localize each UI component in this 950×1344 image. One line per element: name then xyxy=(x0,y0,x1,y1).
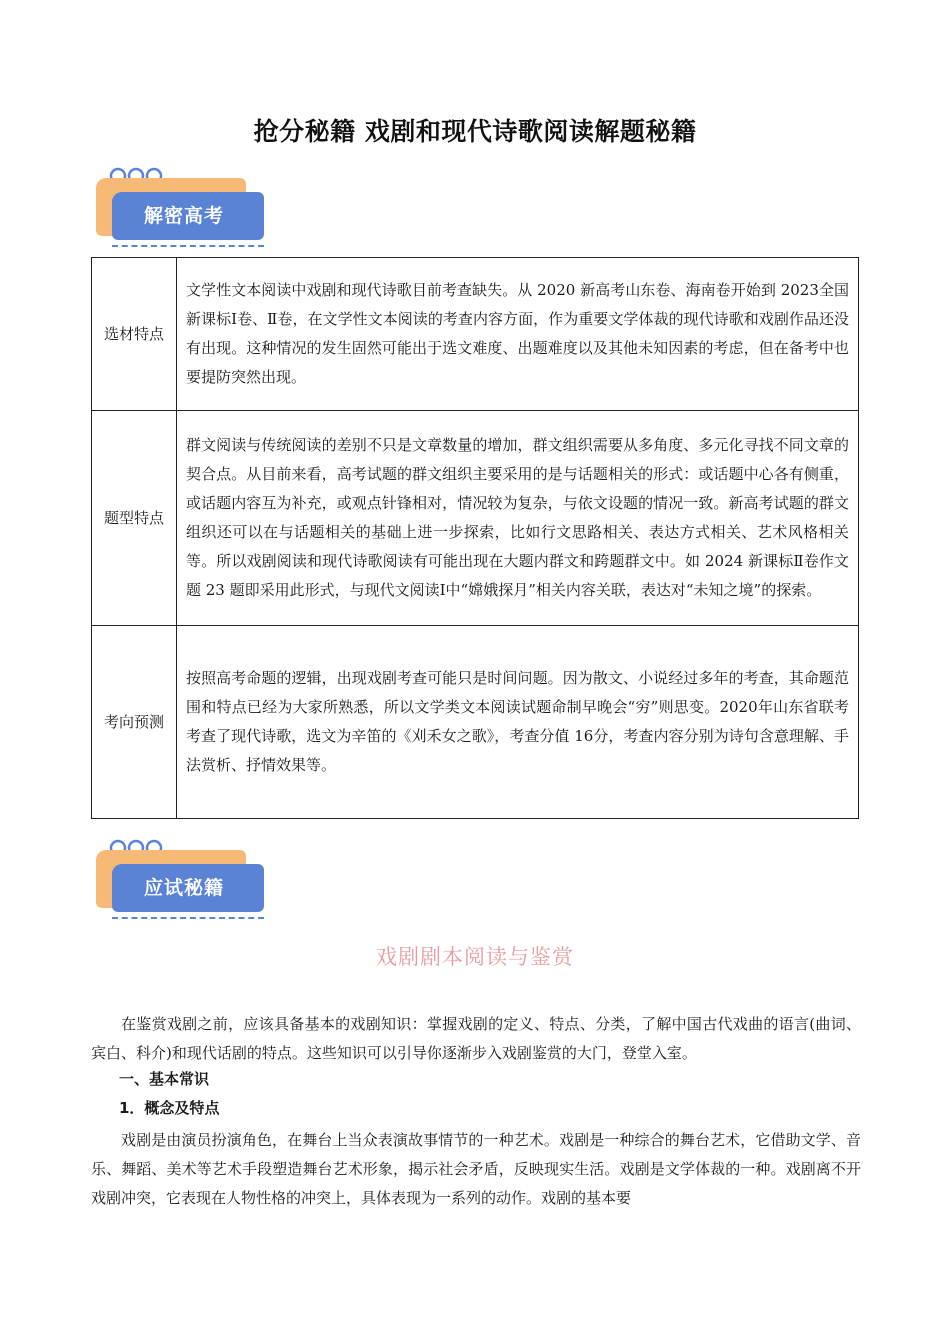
heading-basic-knowledge: 一、基本常识 xyxy=(119,1070,210,1088)
section-subtitle: 戏剧剧本阅读与鉴赏 xyxy=(376,945,574,969)
heading-concept: 1．概念及特点 xyxy=(119,1099,220,1117)
row-header: 考向预测 xyxy=(92,626,177,819)
page-title: 抢分秘籍 戏剧和现代诗歌阅读解题秘籍 xyxy=(253,117,697,146)
badge-underline xyxy=(112,245,264,247)
table-row xyxy=(92,626,859,819)
table-row xyxy=(92,258,859,411)
body-paragraph: 戏剧是由演员扮演角色，在舞台上当众表演故事情节的一种艺术。戏剧是一种综合的舞台艺术，它借助文学、音乐、舞蹈、美术等艺术手段塑造舞台艺术形象，揭示社会矛盾，反映现实生活。戏剧是文学体裁的一种。戏剧离不开戏剧冲突，它表现在人物性格的冲突上，具体表现为一系列的动作。戏剧的基本要 xyxy=(91,1131,861,1207)
row-header: 选材特点 xyxy=(92,258,177,411)
row-content: 群文阅读与传统阅读的差别不只是文章数量的增加，群文组织需要从多角度、多元化寻找不同文章的契合点。从目前来看，高考试题的群文组织主要采用的是与话题相关的形式：或话题中心各有侧重，或话题内容互为补充，或观点针锋相对，情况较为复杂，与依文设题的情况一致。新高考试题的群文组织还可以在与话题相关的基础上进一步探索，比如行文思路相关、表达方式相关、艺术风格相关等。所以戏剧阅读和现代诗歌阅读有可能出现在大题内群文和跨题群文中。如 2024 新课标Ⅱ卷作文题 23 题即采用此形式，与现代文阅读Ⅰ中“嫦娥探月”相关内容关联，表达对“未知之境”的探索。 xyxy=(177,411,859,626)
section-badge-decode xyxy=(96,165,271,255)
intro-paragraph: 在鉴赏戏剧之前，应该具备基本的戏剧知识：掌握戏剧的定义、特点、分类，了解中国古代戏曲的语言(曲词、宾白、科介)和现代话剧的特点。这些知识可以引导你逐渐步入戏剧鉴赏的大门，登堂入室。 xyxy=(91,1015,861,1062)
badge-label: 解密高考 xyxy=(112,192,264,240)
section-badge-tips xyxy=(96,837,271,927)
badge-underline xyxy=(112,917,264,919)
row-content: 文学性文本阅读中戏剧和现代诗歌目前考查缺失。从 2020 新高考山东卷、海南卷开始到 2023全国新课标Ⅰ卷、Ⅱ卷，在文学性文本阅读的考查内容方面，作为重要文学体裁的现代诗歌和戏剧作品还没有出现。这种情况的发生固然可能出于选文难度、出题难度以及其他未知因素的考虑，但在备考中也要提防突然出现。 xyxy=(177,258,859,411)
badge-label: 应试秘籍 xyxy=(112,864,264,912)
row-content: 按照高考命题的逻辑，出现戏剧考查可能只是时间问题。因为散文、小说经过多年的考查，其命题范围和特点已经为大家所熟悉，所以文学类文本阅读试题命制早晚会“穷”则思变。2020年山东省联考考查了现代诗歌，选文为辛笛的《刈禾女之歌》，考查分值 16分，考查内容分别为诗句含意理解、手法赏析、抒情效果等。 xyxy=(177,626,859,819)
exam-analysis-table xyxy=(91,257,859,819)
table-row xyxy=(92,411,859,626)
row-header: 题型特点 xyxy=(92,411,177,626)
